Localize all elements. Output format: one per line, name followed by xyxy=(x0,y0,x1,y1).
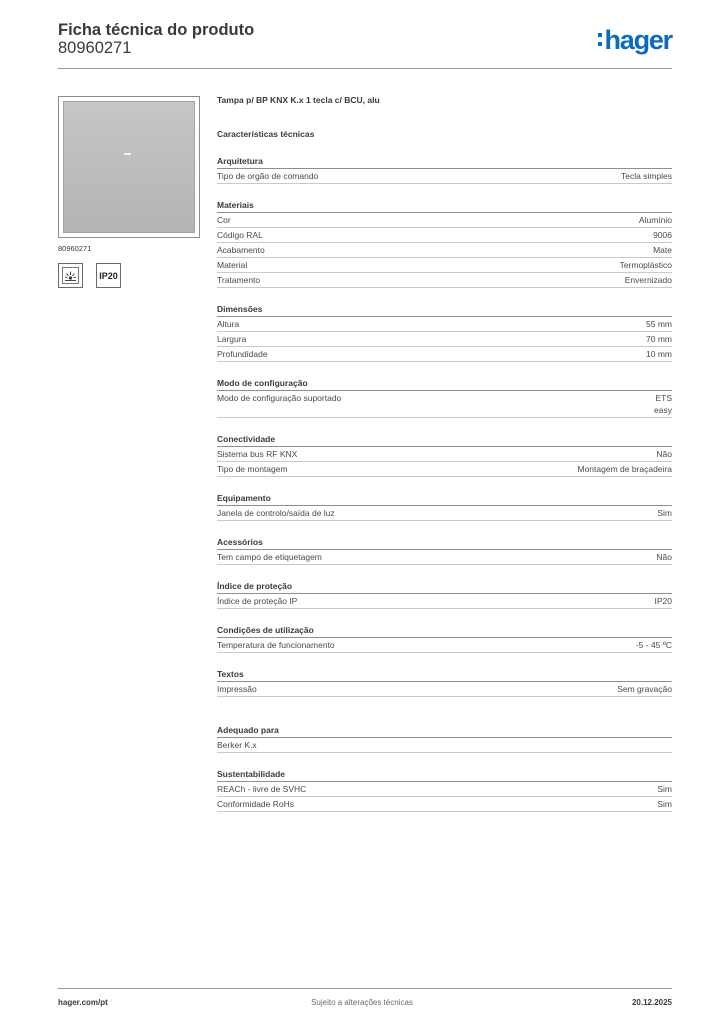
spec-value xyxy=(657,507,672,519)
technical-characteristics-heading: Características técnicas xyxy=(217,129,315,139)
spec-row xyxy=(217,258,672,273)
spec-value-line: IP20 xyxy=(654,596,672,606)
spec-value-line: Termoplástico xyxy=(619,260,672,270)
spec-value-line: 10 mm xyxy=(646,349,672,359)
document-title: Ficha técnica do produto xyxy=(58,21,255,39)
section-title: Dimensões xyxy=(217,303,672,317)
spec-value xyxy=(646,318,672,330)
spec-label: Altura xyxy=(217,319,240,329)
spec-row xyxy=(217,228,672,243)
spec-value-line: Mate xyxy=(653,245,672,255)
spec-row xyxy=(217,347,672,362)
spec-row xyxy=(217,332,672,347)
spec-value xyxy=(621,170,672,182)
spec-label: Profundidade xyxy=(217,349,268,359)
spec-section xyxy=(217,768,672,812)
spec-value-line: easy xyxy=(654,405,672,415)
spec-value-line: Sem gravação xyxy=(617,684,672,694)
spec-row xyxy=(217,738,672,753)
spec-value xyxy=(620,259,672,271)
spec-row xyxy=(217,782,672,797)
spec-label: Tipo de montagem xyxy=(217,464,288,474)
spec-value xyxy=(653,229,672,241)
section-title: Modo de configuração xyxy=(217,377,672,391)
product-led-indicator xyxy=(124,153,131,155)
spec-section xyxy=(217,624,672,653)
spec-label: Conformidade RoHs xyxy=(217,799,295,809)
spec-value xyxy=(653,244,672,256)
spec-value-line: 70 mm xyxy=(646,334,672,344)
spec-value xyxy=(646,333,672,345)
spec-row xyxy=(217,506,672,521)
spec-value-line: Não xyxy=(656,552,672,562)
spec-section xyxy=(217,199,672,288)
spec-row xyxy=(217,682,672,697)
footer-website-link[interactable]: hager.com/pt xyxy=(58,998,108,1007)
spec-label: Temperatura de funcionamento xyxy=(217,640,335,650)
spec-label: Sistema bus RF KNX xyxy=(217,449,298,459)
spec-section xyxy=(217,303,672,362)
spec-value xyxy=(646,348,672,360)
spec-label: REACh - livre de SVHC xyxy=(217,784,307,794)
spec-label: Material xyxy=(217,260,248,270)
spec-label: Janela de controlo/saída de luz xyxy=(217,508,335,518)
spec-row xyxy=(217,391,672,418)
spec-value-line: Sim xyxy=(657,799,672,809)
spec-row xyxy=(217,447,672,462)
spec-row xyxy=(217,638,672,653)
logo-wordmark: hager xyxy=(604,25,672,55)
spec-value-line: ETS xyxy=(655,393,672,403)
header-divider xyxy=(58,68,672,69)
technical-content xyxy=(217,94,672,812)
spec-row xyxy=(217,273,672,288)
spec-value-line: Montagem de braçadeira xyxy=(577,464,672,474)
light-beam-icon xyxy=(62,267,79,284)
spec-value xyxy=(577,463,672,475)
image-caption: 80960271 xyxy=(58,244,92,253)
spec-label: Impressão xyxy=(217,684,257,694)
spec-section xyxy=(217,724,672,753)
spec-value xyxy=(654,392,672,416)
spec-value-line: 9006 xyxy=(653,230,672,240)
spec-value xyxy=(657,783,672,795)
section-title: Sustentabilidade xyxy=(217,768,672,782)
spec-label: Cor xyxy=(217,215,231,225)
spec-section xyxy=(217,580,672,609)
spec-value-line: Alumínio xyxy=(638,215,672,225)
spec-section xyxy=(217,668,672,697)
section-title: Adequado para xyxy=(217,724,672,738)
spec-section xyxy=(217,433,672,477)
logo-dots-icon xyxy=(598,33,602,46)
spec-value-line: Tecla simples xyxy=(620,171,672,181)
spec-value-line: Envernizado xyxy=(624,275,672,285)
spec-row xyxy=(217,550,672,565)
section-title: Conectividade xyxy=(217,433,672,447)
spec-section xyxy=(217,377,672,418)
section-title: Materiais xyxy=(217,199,672,213)
spec-label: Tipo de orgão de comando xyxy=(217,171,319,181)
spec-label: Berker K.x xyxy=(217,740,257,750)
spec-row xyxy=(217,169,672,184)
section-title: Textos xyxy=(217,668,672,682)
spec-label: Índice de proteção IP xyxy=(217,596,298,606)
spec-sections xyxy=(217,155,672,812)
spec-label: Código RAL xyxy=(217,230,263,240)
spec-row xyxy=(217,243,672,258)
spec-value xyxy=(636,639,672,651)
spec-value-line: Sim xyxy=(657,784,672,794)
spec-label: Largura xyxy=(217,334,247,344)
spec-row xyxy=(217,462,672,477)
section-title: Condições de utilização xyxy=(217,624,672,638)
spec-label: Tem campo de etiquetagem xyxy=(217,552,322,562)
footer-divider xyxy=(58,988,672,989)
spec-section xyxy=(217,536,672,565)
spec-value xyxy=(639,214,672,226)
spec-row xyxy=(217,213,672,228)
spec-label: Tratamento xyxy=(217,275,261,285)
spec-value-line: -5 - 45 ºC xyxy=(635,640,672,650)
spec-value-line: Não xyxy=(656,449,672,459)
ip20-badge: IP20 xyxy=(96,263,121,288)
spec-label: Acabamento xyxy=(217,245,265,255)
section-title: Acessórios xyxy=(217,536,672,550)
product-image xyxy=(58,96,200,238)
spec-value xyxy=(656,448,672,460)
spec-row xyxy=(217,317,672,332)
spec-row xyxy=(217,594,672,609)
spec-value xyxy=(656,551,672,563)
product-plate xyxy=(63,101,195,233)
spec-value xyxy=(655,595,673,607)
spec-section xyxy=(217,492,672,521)
hager-logo[interactable] xyxy=(598,26,672,54)
spec-label: Modo de configuração suportado xyxy=(217,393,342,403)
spec-row xyxy=(217,797,672,812)
footer-date: 20.12.2025 xyxy=(631,998,672,1007)
light-beam-badge xyxy=(58,263,83,288)
spec-value xyxy=(657,798,672,810)
spec-section xyxy=(217,155,672,184)
product-code: 80960271 xyxy=(58,39,132,57)
spec-value-line: Sim xyxy=(657,508,672,518)
section-title: Equipamento xyxy=(217,492,672,506)
spec-value-line: 55 mm xyxy=(646,319,672,329)
spec-value xyxy=(625,274,672,286)
product-name: Tampa p/ BP KNX K.x 1 tecla c/ BCU, alu xyxy=(217,95,380,105)
spec-value xyxy=(617,683,672,695)
section-title: Arquitetura xyxy=(217,155,672,169)
footer-notice: Sujeito a alterações técnicas xyxy=(311,998,413,1007)
section-title: Índice de proteção xyxy=(217,580,672,594)
